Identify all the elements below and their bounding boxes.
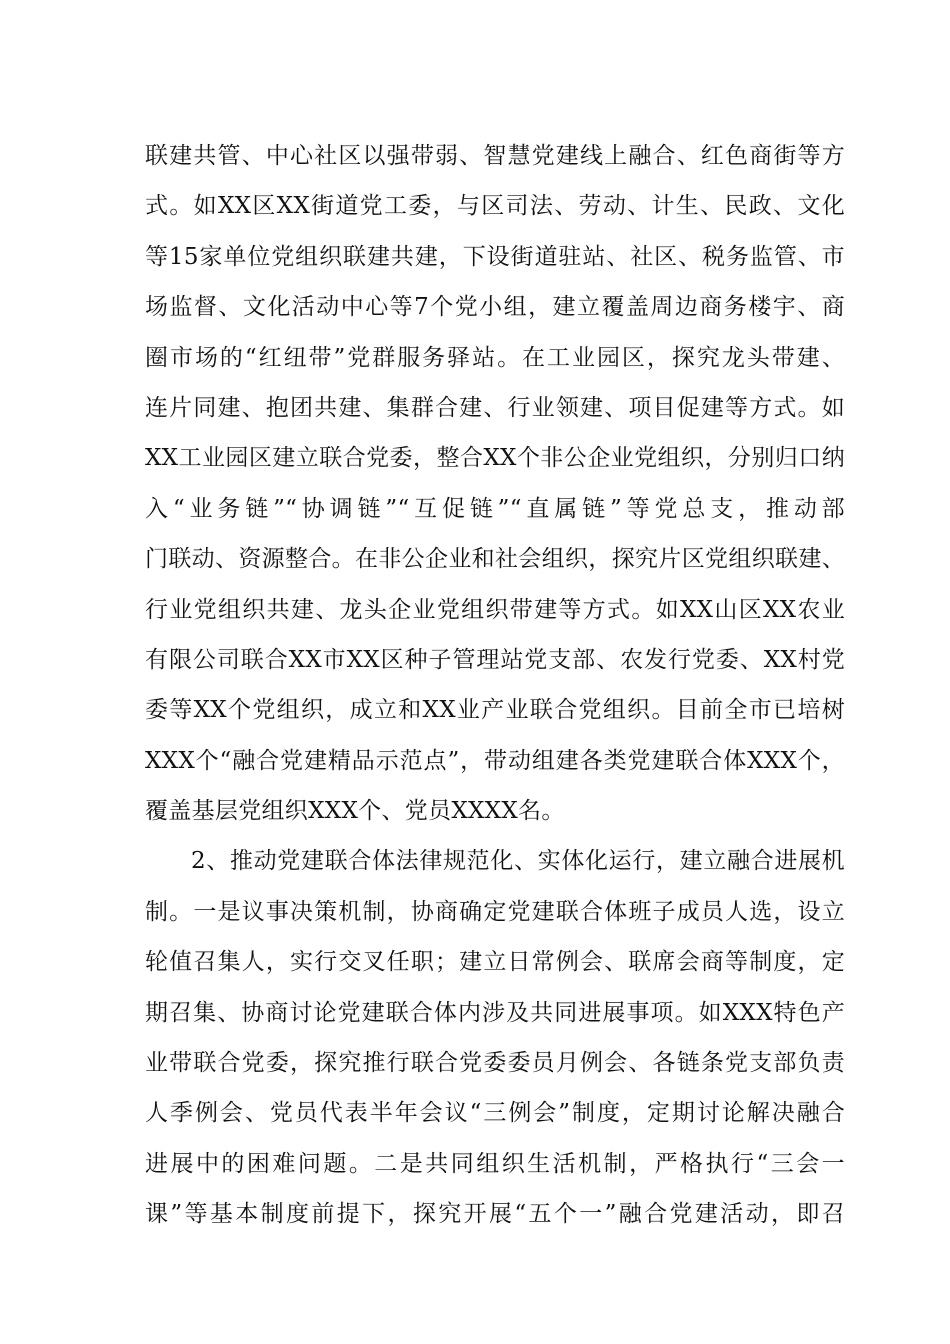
text-line: XXX个“融合党建精品示范点”，带动组建各类党建联合体XXX个， [145,747,845,774]
text-line: 有限公司联合XX市XX区种子管理站党支部、农发行党委、XX村党 [145,646,845,673]
text-line: 进展中的困难问题。二是共同组织生活机制，严格执行“三会一 [145,1150,845,1177]
text-line: 人季例会、党员代表半年会议“三例会”制度，定期讨论解决融合 [145,1100,845,1127]
text-line: 课”等基本制度前提下，探究开展“五个一”融合党建活动，即召 [145,1201,845,1228]
text-line: 圈市场的“红纽带”党群服务驿站。在工业园区，探究龙头带建、 [145,344,845,371]
paragraph-end-line: 覆盖基层党组织XXX个、党员XXXX名。 [145,798,565,825]
text-line: 轮值召集人，实行交叉任职；建立日常例会、联席会商等制度，定 [145,949,845,976]
text-line: 式。如XX区XX街道党工委，与区司法、劳动、计生、民政、文化 [145,193,845,220]
text-line: 联建共管、中心社区以强带弱、智慧党建线上融合、红色商街等方 [145,143,845,169]
text-line: 行业党组织共建、龙头企业党组织带建等方式。如XX山区XX农业 [145,596,845,623]
text-line: 场监督、文化活动中心等7个党小组，建立覆盖周边商务楼宇、商 [145,294,845,321]
text-line: 等15家单位党组织联建共建，下设街道驻站、社区、税务监管、市 [145,243,845,270]
paragraph-first-line: 2、推动党建联合体法律规范化、实体化运行，建立融合进展机 [191,848,845,875]
text-line: 入“业务链”“协调链”“互促链”“直属链”等党总支，推动部 [145,495,845,522]
body-text [145,131,845,1240]
text-line: XX工业园区建立联合党委，整合XX个非公企业党组织，分别归口纳 [145,445,845,472]
text-line: 门联动、资源整合。在非公企业和社会组织，探究片区党组织联建、 [145,546,845,573]
text-line: 制。一是议事决策机制，协商确定党建联合体班子成员人选，设立 [145,898,845,925]
text-line: 业带联合党委，探究推行联合党委委员月例会、各链条党支部负责 [145,1050,845,1077]
text-line: 连片同建、抱团共建、集群合建、行业领建、项目促建等方式。如 [145,394,845,421]
text-line: 委等XX个党组织，成立和XX业产业联合党组织。目前全市已培树 [145,697,845,724]
text-line: 期召集、协商讨论党建联合体内涉及共同进展事项。如XXX特色产 [145,999,845,1026]
